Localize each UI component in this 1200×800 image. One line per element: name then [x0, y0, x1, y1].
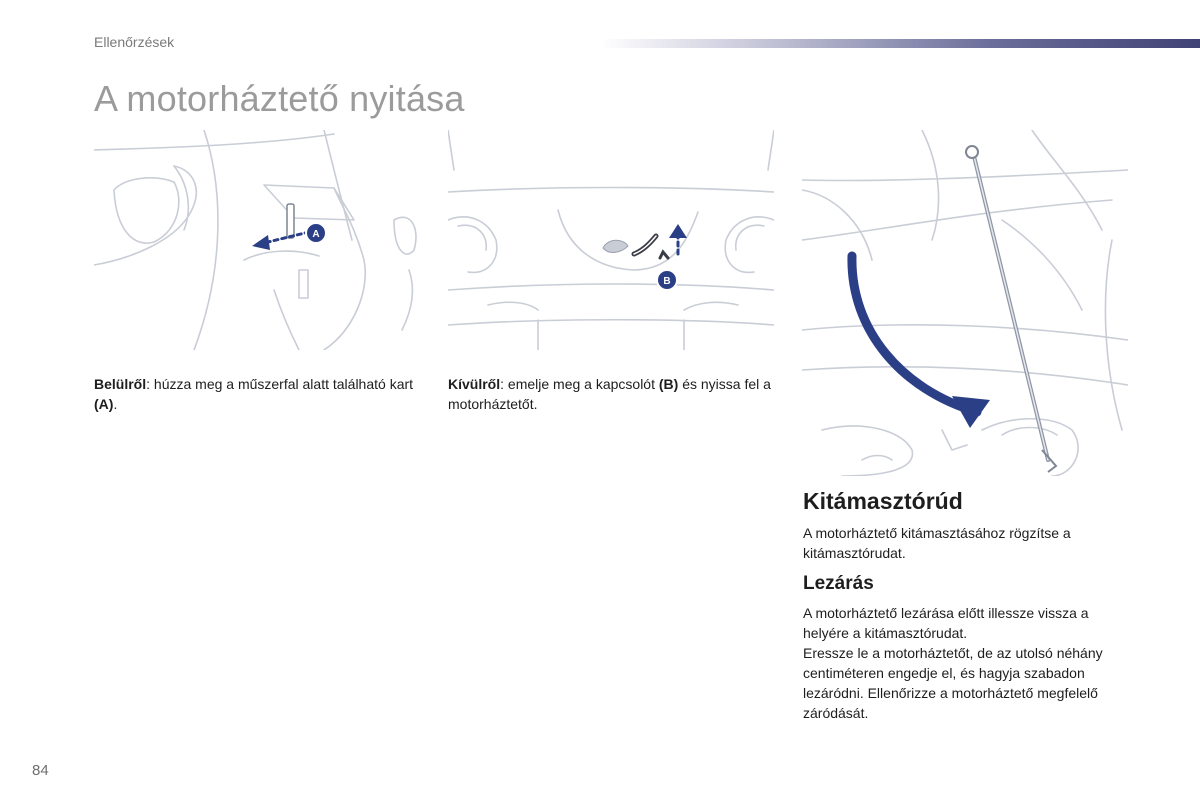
section-label: Ellenőrzések	[94, 34, 175, 50]
caption-inside	[94, 374, 424, 414]
caption-outside-ref: (B)	[658, 376, 679, 392]
lift-arrow	[669, 224, 687, 238]
support-rod-illustration	[802, 130, 1128, 476]
page-title: A motorháztető nyitása	[94, 78, 465, 119]
closing-heading: Lezárás	[803, 573, 874, 594]
figure-inside-release	[94, 130, 420, 350]
marker-a-label: A	[312, 229, 320, 240]
caption-outside	[448, 374, 778, 414]
outside-release-illustration	[448, 130, 774, 350]
caption-outside-bold: Kívülről	[448, 376, 501, 392]
support-rod-heading: Kitámasztórúd	[803, 488, 963, 514]
header-gradient-bar	[600, 39, 1200, 48]
marker-b-label: B	[663, 276, 671, 287]
caption-inside-text: : húzza meg a műszerfal alatt található kart	[146, 376, 414, 392]
caption-outside-text: : emelje meg a kapcsolót	[500, 376, 659, 392]
closing-text	[803, 603, 1133, 723]
figure-support-rod	[802, 130, 1128, 476]
caption-inside-ref: (A)	[94, 396, 114, 412]
caption-inside-bold: Belülről	[94, 376, 147, 392]
support-rod-text: A motorháztető kitámasztásához rögzítse a kitámasztórudat.	[803, 525, 1071, 561]
figure-outside-release	[448, 130, 774, 350]
brand-emblem	[603, 240, 628, 252]
page-number: 84	[32, 762, 49, 779]
caption-inside-end: .	[113, 396, 118, 412]
pull-arrow	[252, 235, 270, 250]
rod-placement-arrow	[852, 256, 977, 412]
closing-line-1: A motorháztető lezárása előtt illessze vissza a helyére a kitámasztórudat.	[803, 605, 1089, 641]
inside-release-illustration	[94, 130, 420, 350]
closing-line-2: Eressze le a motorháztetőt, de az utolsó néhány centiméteren engedje el, és hagyja szabadon lezáródni. Ellenőrizze a motorháztető megfelelő záródását.	[803, 645, 1103, 721]
caption-outside-text2: és nyissa fel a motorháztetőt.	[448, 376, 771, 412]
